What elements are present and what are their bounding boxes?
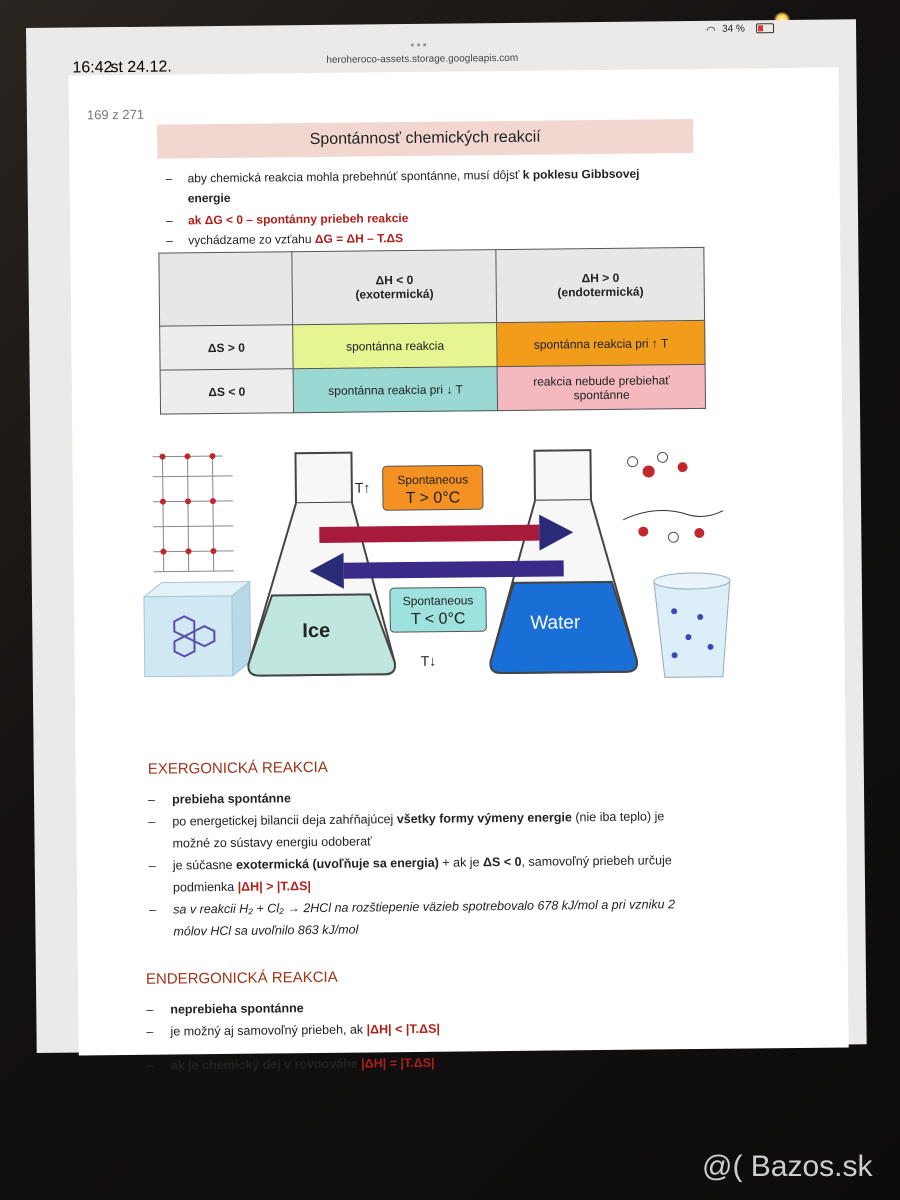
exergonic-list: [148, 782, 790, 943]
row-label: ΔS > 0: [160, 325, 293, 370]
item-bold: ΔS < 0: [482, 854, 522, 870]
water-glass: [654, 573, 731, 678]
ice-water-figure: [142, 441, 745, 707]
document-page: [69, 67, 849, 1073]
item-text: podmienka: [172, 879, 235, 895]
list-item: – je súčasne exotermická (uvoľňuje sa energia) + ak je ΔS < 0, samovoľný priebeh určuje: [148, 853, 672, 873]
item-continuation: mólov HCl sa uvoľnilo 863 kJ/mol: [173, 922, 359, 939]
cell-line: reakcia nebude prebiehať: [533, 372, 670, 389]
cell-line: spontánne: [573, 387, 630, 402]
table-cell: [498, 364, 706, 410]
condition-red: |ΔH| < |T.ΔS|: [366, 1021, 440, 1037]
table-cell: spontánna reakcia: [293, 323, 498, 369]
battery-icon: [756, 23, 774, 33]
item-text: sa v reakcii H₂ + Cl₂ → 2HCl na rozštiepenie väzieb spotrebovalo 678 kJ/mol a pri vzniku 2: [173, 897, 676, 917]
temperature-up: T↑: [354, 479, 371, 496]
temperature-down: T↓: [420, 652, 437, 669]
item-bold: exotermická (uvoľňuje sa energia): [235, 855, 439, 872]
endergonic-list: [146, 992, 787, 1077]
status-time: 16:42: [72, 59, 113, 77]
item-text: neprebieha spontánne: [170, 1001, 304, 1017]
item-bold: ak je chemický dej v rovnováhe: [170, 1056, 358, 1073]
page-counter: 169 z 271: [86, 106, 145, 123]
list-item: – po energetickej bilancii deja zahŕňajúcej všetky formy výmeny energie (nie iba teplo) je: [148, 809, 665, 829]
page-title-bar: [157, 119, 693, 159]
bullet-text: aby chemická reakcia mohla prebehnúť spontánne, musí dôjsť: [187, 167, 520, 186]
bullet-bold: energie: [187, 190, 231, 206]
list-item: – sa v reakcii H₂ + Cl₂ → 2HCl na rozštiepenie väzieb spotrebovalo 678 kJ/mol a pri vzniku 2: [149, 897, 676, 917]
list-item: – aby chemická reakcia mohla prebehnúť spontánne, musí dôjsť k poklesu Gibbsovej energie: [165, 166, 640, 206]
item-text: je súčasne: [172, 857, 233, 873]
badge-label: Spontaneous: [397, 472, 469, 488]
bullet-bold: k poklesu Gibbsovej: [522, 166, 640, 182]
endergonic-heading: ENDERGONICKÁ REAKCIA: [145, 968, 338, 988]
header-line: (exotermická): [355, 286, 434, 302]
item-text: , samovoľný priebeh určuje: [521, 853, 672, 869]
badge-value: T > 0°C: [405, 489, 461, 508]
item-bold: všetky formy výmeny energie: [396, 810, 572, 827]
bullet-text: vychádzame zo vzťahu: [188, 232, 312, 248]
status-date: st 24.12.: [110, 58, 172, 77]
header-line: (endotermická): [557, 284, 644, 300]
item-text: (nie iba teplo) je: [575, 809, 665, 825]
header-line: ΔH > 0: [581, 270, 620, 286]
header-line: ΔH < 0: [375, 272, 414, 288]
gibbs-table: [158, 247, 706, 415]
table-header-exothermic: [292, 250, 497, 325]
badge-label: Spontaneous: [402, 593, 474, 609]
multitask-dots[interactable]: •••: [410, 37, 429, 52]
tablet-screen: [26, 19, 867, 1073]
item-text: + ak je: [442, 855, 480, 870]
list-item: – neprebieha spontánne: [146, 1001, 304, 1017]
list-item: – vychádzame zo vzťahu ΔG = ΔH – T.ΔS: [166, 231, 404, 248]
ice-cube: [144, 582, 251, 677]
list-item: – ak je chemický dej v rovnováhe |ΔH| = |T.ΔS|: [146, 1055, 435, 1073]
water-molecules: [622, 452, 723, 543]
table-cell: spontánna reakcia pri ↑ T: [497, 320, 705, 366]
ice-label: Ice: [302, 619, 331, 643]
item-text: je možný aj samovoľný priebeh, ak: [170, 1022, 364, 1039]
item-continuation: možné zo sústavy energiu odoberať: [172, 834, 372, 851]
item-text: prebieha spontánne: [172, 791, 291, 807]
address-bar-url[interactable]: heroheroco-assets.storage.googleapis.com: [326, 52, 519, 66]
list-item: – ak ΔG < 0 – spontánny priebeh reakcie: [165, 211, 409, 228]
wifi-icon: ◠: [706, 24, 716, 37]
bullet-text: ak ΔG < 0 – spontánny priebeh reakcie: [187, 211, 409, 228]
badge-value: T < 0°C: [410, 610, 466, 629]
list-item: – je možný aj samovoľný priebeh, ak |ΔH| < |T.ΔS|: [146, 1021, 440, 1039]
bazos-watermark: @( Bazos.sk: [702, 1150, 873, 1183]
exergonic-heading: EXERGONICKÁ REAKCIA: [147, 758, 328, 778]
table-header-endothermic: [496, 247, 704, 322]
water-label: Water: [530, 612, 581, 634]
table-corner-cell: [159, 252, 293, 326]
page-title: Spontánnosť chemických reakcií: [309, 128, 541, 149]
gibbs-equation: ΔG = ΔH – T.ΔS: [314, 231, 404, 246]
item-text: po energetickej bilancii deja zahŕňajúcej: [172, 812, 394, 829]
condition-red: |ΔH| = |T.ΔS|: [361, 1055, 435, 1071]
battery-percent: 34 %: [721, 23, 745, 35]
condition-red: |ΔH| > |T.ΔS|: [237, 879, 312, 894]
list-item: – prebieha spontánne: [148, 791, 291, 807]
row-label: ΔS < 0: [160, 369, 293, 414]
table-cell: spontánna reakcia pri ↓ T: [293, 367, 498, 413]
